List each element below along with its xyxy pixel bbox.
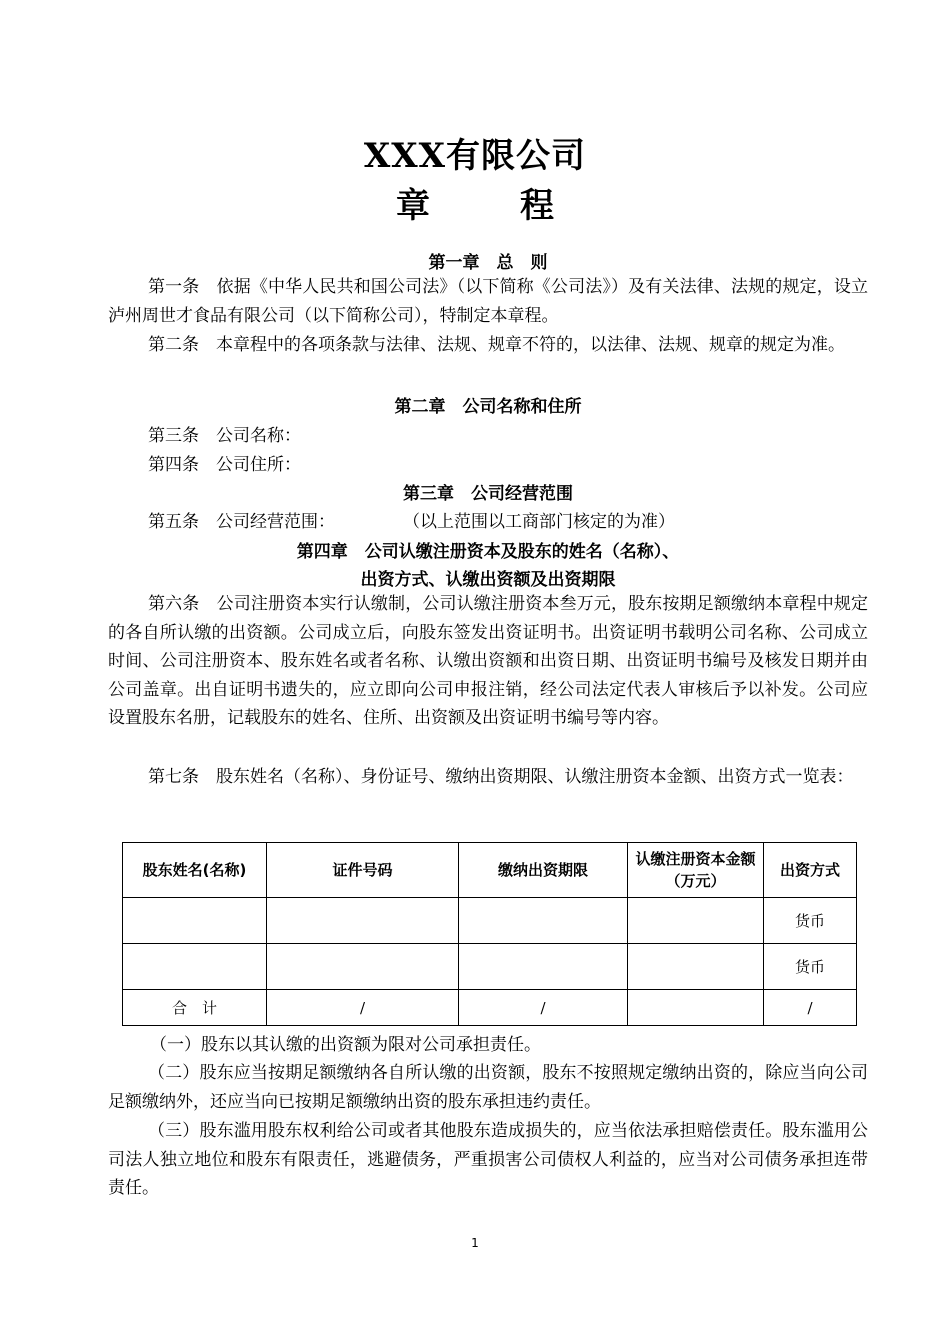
page-number: 1: [471, 1236, 479, 1250]
table-cell: [267, 898, 459, 944]
clause-2: （二）股东应当按期足额缴纳各自所认缴的出资额，股东不按照规定缴纳出资的，除应当向公司足额缴纳外，还应当向已按期足额缴纳出资的股东承担违约责任。: [108, 1063, 868, 1112]
article-4: 第四条 公司住所：: [148, 455, 301, 475]
company-title: XXX有限公司: [363, 136, 587, 176]
table-cell: [628, 898, 764, 944]
header-subscribed-capital: 认缴注册资本金额（万元）: [628, 843, 764, 898]
table-row: [123, 898, 857, 944]
table-cell: [267, 944, 459, 990]
total-label: 合 计: [123, 990, 267, 1026]
table-cell: [628, 990, 764, 1026]
table-row: [123, 944, 857, 990]
table-cell: 货币: [764, 898, 857, 944]
table-header-row: [123, 843, 857, 898]
shareholder-table: [122, 842, 857, 1026]
articles-title: 章 程: [396, 186, 582, 226]
header-payment-deadline: 缴纳出资期限: [459, 843, 628, 898]
article-3: 第三条 公司名称：: [148, 426, 301, 446]
clause-3: （三）股东滥用股东权利给公司或者其他股东造成损失的，应当依法承担赔偿责任。股东滥用公司法人独立地位和股东有限责任，逃避债务，严重损害公司债权人利益的，应当对公司债务承担连带责任。: [108, 1121, 868, 1198]
header-shareholder-name: 股东姓名(名称): [123, 843, 267, 898]
table-cell: /: [267, 990, 459, 1026]
chapter-2-heading: 第二章 公司名称和住所: [394, 397, 582, 417]
table-cell: 货币: [764, 944, 857, 990]
table-cell: [628, 944, 764, 990]
table-total-row: [123, 990, 857, 1026]
table-cell: [459, 944, 628, 990]
chapter-3-heading: 第三章 公司经营范围: [403, 484, 573, 504]
article-2: 第二条 本章程中的各项条款与法律、法规、规章不符的，以法律、法规、规章的规定为准。: [148, 335, 845, 355]
table-cell: [123, 944, 267, 990]
chapter-4-heading-line2: 出资方式、认缴出资额及出资期限: [360, 570, 616, 590]
chapter-1-heading: 第一章 总 则: [428, 253, 548, 273]
table-cell: /: [764, 990, 857, 1026]
article-7: 第七条 股东姓名（名称）、身份证号、缴纳出资期限、认缴注册资本金额、出资方式一览表：: [148, 767, 854, 787]
header-contribution-method: 出资方式: [764, 843, 857, 898]
table-cell: [459, 898, 628, 944]
article-5: 第五条 公司经营范围： （以上范围以工商部门核定的为准）: [148, 512, 675, 532]
article-6: 第六条 公司注册资本实行认缴制，公司认缴注册资本叁万元，股东按期足额缴纳本章程中规定的各自所认缴的出资额。公司成立后，向股东签发出资证明书。出资证明书载明公司名称、公司成立时间、公司注册资本、股东姓名或者名称、认缴出资额和出资日期、出资证明书编号及核发日期并由公司盖章。出自证明书遗失的，应立即向公司申报注销，经公司法定代表人审核后予以补发。公司应设置股东名册，记载股东的姓名、住所、出资额及出资证明书编号等内容。: [108, 594, 868, 728]
table-cell: /: [459, 990, 628, 1026]
clause-1: （一）股东以其认缴的出资额为限对公司承担责任。: [150, 1035, 541, 1055]
chapter-4-heading-line1: 第四章 公司认缴注册资本及股东的姓名（名称）、: [296, 542, 680, 562]
article-1: 第一条 依据《中华人民共和国公司法》（以下简称《公司法》）及有关法律、法规的规定，设立泸州周世才食品有限公司（以下简称公司），特制定本章程。: [108, 277, 868, 326]
header-id-number: 证件号码: [267, 843, 459, 898]
table-cell: [123, 898, 267, 944]
